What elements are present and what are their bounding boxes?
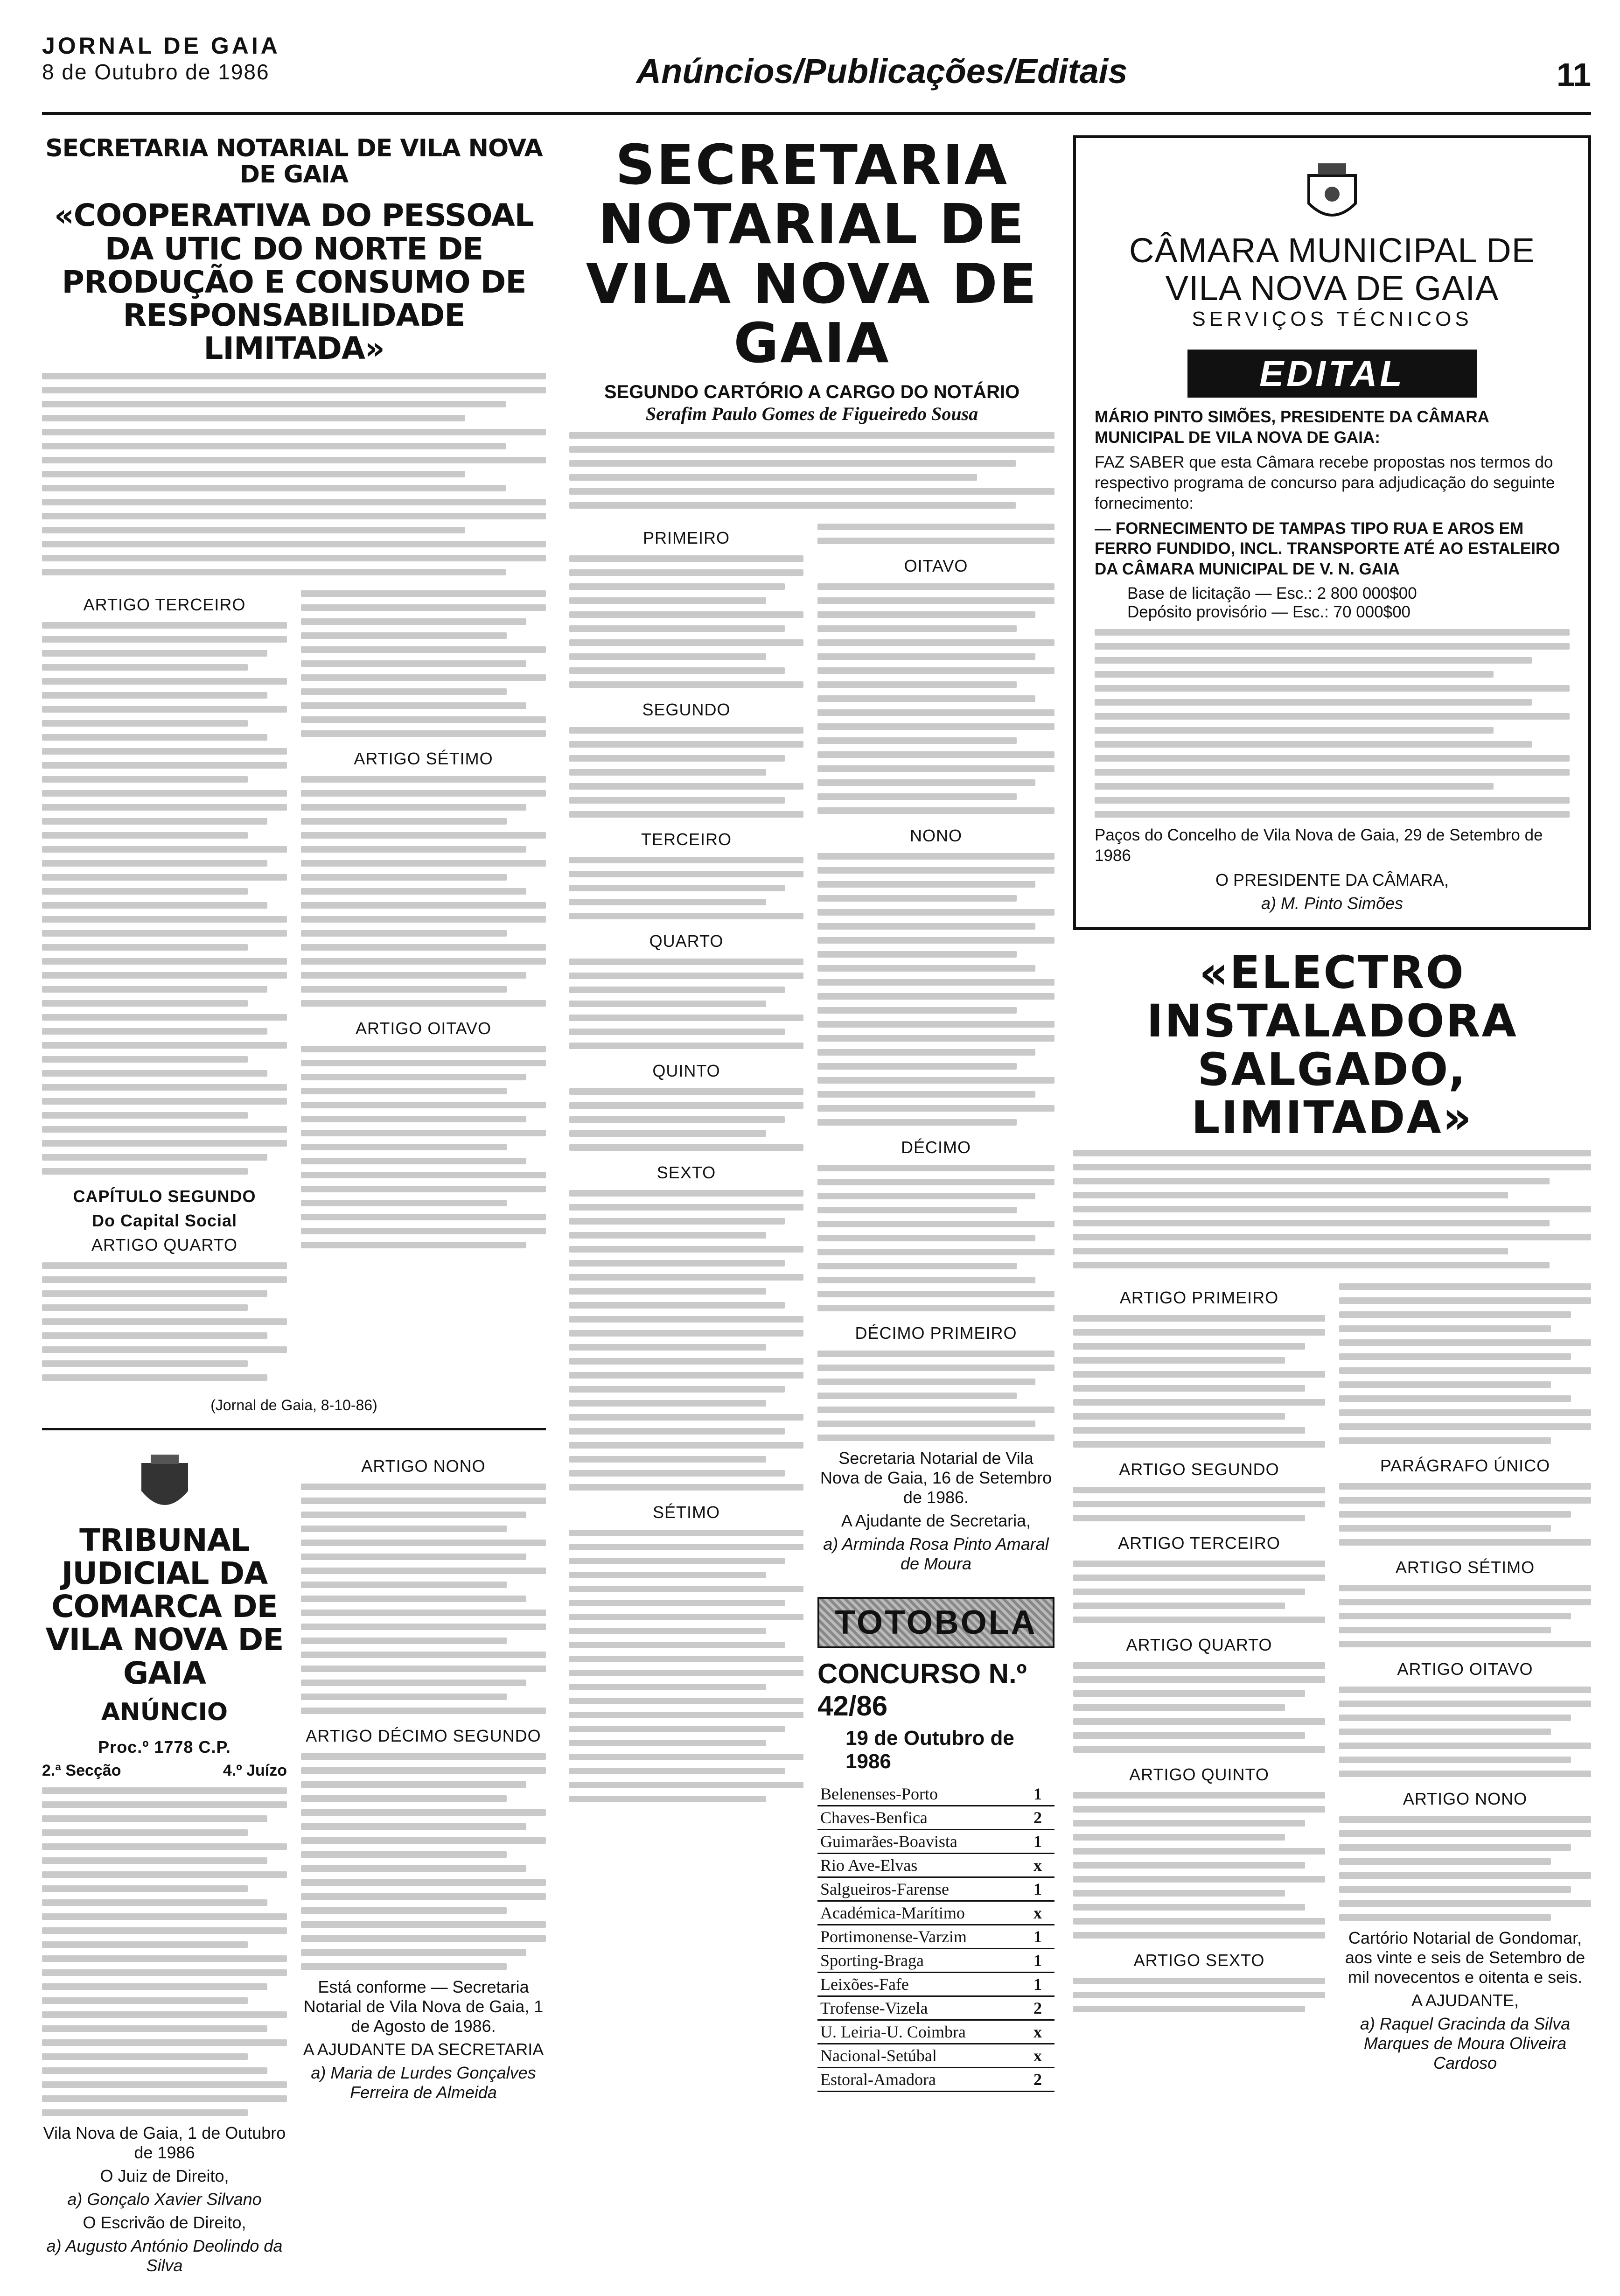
match-name: Chaves-Benfica [817, 1806, 1021, 1829]
article-heading: TERCEIRO [641, 829, 732, 849]
electro-articles [1073, 1276, 1591, 2073]
article-heading: PARÁGRAFO ÚNICO [1380, 1456, 1550, 1475]
body-text [569, 857, 803, 919]
match-name: Nacional-Setúbal [817, 2044, 1021, 2067]
body-text [817, 853, 1054, 1126]
body-text [1073, 1487, 1325, 1521]
article-heading: ARTIGO DÉCIMO SEGUNDO [306, 1726, 541, 1745]
announcement-heading: ANÚNCIO [101, 1698, 228, 1726]
match-name: Portimonense-Varzim [817, 1925, 1021, 1948]
body-text [1073, 1978, 1325, 2012]
process-number: Proc.º 1778 C.P. [98, 1737, 231, 1757]
result-row [817, 1806, 1054, 1829]
body-text [817, 1351, 1054, 1441]
court-date: Vila Nova de Gaia, 1 de Outubro de 1986 [43, 2123, 286, 2163]
nortec-sign-place: Secretaria Notarial de Vila Nova de Gaia, 16 de Setembro de 1986. [820, 1448, 1052, 1507]
match-name: Salgueiros-Farense [817, 1877, 1021, 1901]
result-row [817, 2044, 1054, 2067]
match-result: 1 [1021, 1972, 1054, 1996]
contest-number: CONCURSO N.º 42/86 [817, 1658, 1027, 1722]
electro-signer-role: A AJUDANTE, [1411, 1990, 1519, 2010]
body-text [1339, 1816, 1591, 1921]
electro-sign-place: Cartório Notarial de Gondomar, aos vinte e seis de Setembro de mil novecentos e oitenta e seis. [1345, 1928, 1585, 1987]
result-row [817, 1996, 1054, 2020]
body-text [569, 727, 803, 818]
edital-heading: EDITAL [1187, 350, 1477, 398]
article-heading: ARTIGO OITAVO [1397, 1659, 1533, 1679]
issue-date: 8 de Outubro de 1986 [42, 60, 270, 84]
notary-office-title: SECRETARIA NOTARIAL DE VILA NOVA DE GAIA [586, 133, 1038, 376]
column-right [1073, 135, 1591, 2277]
article-heading: QUINTO [652, 1061, 720, 1080]
notice-date: Paços do Concelho de Vila Nova de Gaia, 29 de Setembro de 1986 [1095, 826, 1543, 865]
body-text [301, 1484, 546, 1714]
article-heading: NONO [910, 826, 962, 845]
cooperative-signer-role: A AJUDANTE DA SECRETARIA [303, 2039, 544, 2059]
municipal-title: CÂMARA MUNICIPAL DE VILA NOVA DE GAIA [1129, 231, 1536, 308]
article-heading: DÉCIMO [901, 1137, 971, 1157]
article-heading: ARTIGO QUARTO [1126, 1635, 1272, 1654]
article-heading: QUARTO [649, 931, 724, 951]
result-row [817, 1783, 1054, 1806]
result-row [817, 1925, 1054, 1948]
match-result: 1 [1021, 1783, 1054, 1806]
article-heading: ARTIGO SÉTIMO [1395, 1557, 1535, 1577]
cooperative-title: «COOPERATIVA DO PESSOAL DA UTIC DO NORTE DE PRODUÇÃO E CONSUMO DE RESPONSABILIDADE LIMITADA» [54, 197, 534, 367]
article-heading: DÉCIMO PRIMEIRO [855, 1323, 1017, 1343]
base-price: Base de licitação — Esc.: 2 800 000$00 [1127, 584, 1417, 602]
chapter-subheading: Do Capital Social [91, 1211, 237, 1230]
match-name: Guimarães-Boavista [817, 1829, 1021, 1853]
result-row [817, 1948, 1054, 1972]
match-name: Rio Ave-Elvas [817, 1853, 1021, 1877]
match-result: 2 [1021, 1806, 1054, 1829]
article-heading: SEGUNDO [642, 700, 731, 719]
notary-subtitle: SEGUNDO CARTÓRIO A CARGO DO NOTÁRIO [604, 381, 1020, 402]
body-text [817, 524, 1054, 544]
president-name: a) M. Pinto Simões [1261, 894, 1404, 913]
masthead-left [42, 33, 280, 85]
match-name: Estoral-Amadora [817, 2067, 1021, 2091]
divider [42, 1428, 546, 1430]
body-text [817, 1165, 1054, 1311]
result-row [817, 1829, 1054, 1853]
match-result: x [1021, 2020, 1054, 2044]
match-name: Sporting-Braga [817, 1948, 1021, 1972]
cooperative-conforme: Está conforme — Secretaria Notarial de Vila Nova de Gaia, 1 de Agosto de 1986. [303, 1977, 544, 2036]
municipal-crest-icon [1304, 161, 1360, 227]
match-name: U. Leiria-U. Coimbra [817, 2020, 1021, 2044]
court-title: TRIBUNAL JUDICIAL DA COMARCA DE VILA NOVA DE GAIA [45, 1522, 284, 1691]
article-heading: PRIMEIRO [642, 528, 730, 547]
body-text [569, 1190, 803, 1491]
body-text [301, 1753, 546, 1970]
article-heading: SÉTIMO [652, 1502, 720, 1522]
judge-role: O Juiz de Direito, [100, 2166, 229, 2186]
section-title: Anúncios/Publicações/Editais [636, 52, 1128, 91]
clerk-name: a) Augusto António Deolindo da Silva [46, 2236, 283, 2275]
body-text [42, 1262, 287, 1381]
body-text [301, 590, 546, 737]
body-text [569, 432, 1054, 509]
body-text [42, 373, 546, 575]
result-row [817, 2020, 1054, 2044]
result-row [817, 1901, 1054, 1925]
match-result: 2 [1021, 1996, 1054, 2020]
president-line: MÁRIO PINTO SIMÕES, PRESIDENTE DA CÂMARA MUNICIPAL DE VILA NOVA DE GAIA: [1095, 407, 1489, 447]
article-heading: ARTIGO SEGUNDO [1119, 1459, 1279, 1479]
column-middle [569, 135, 1054, 2277]
match-result: 1 [1021, 1829, 1054, 1853]
body-text [1073, 1150, 1591, 1268]
faz-saber-text: FAZ SABER que esta Câmara recebe propostas nos termos do respectivo programa de concurso para adjudicação do seguinte fornecimento: [1095, 453, 1555, 512]
match-result: 2 [1021, 2067, 1054, 2091]
column-left [42, 135, 546, 2277]
body-text [1073, 1315, 1325, 1448]
body-text [1073, 1792, 1325, 1939]
article-heading: ARTIGO OITAVO [355, 1018, 492, 1038]
body-text [817, 583, 1054, 814]
newspaper-name: JORNAL DE GAIA [42, 33, 280, 59]
contest-date: 19 de Outubro de 1986 [845, 1726, 1014, 1773]
result-row [817, 2067, 1054, 2091]
body-text [1339, 1483, 1591, 1546]
article-heading: ARTIGO NONO [1403, 1789, 1528, 1808]
article-heading: ARTIGO SÉTIMO [354, 749, 493, 768]
match-name: Leixões-Fafe [817, 1972, 1021, 1996]
body-text [569, 959, 803, 1049]
clerk-role: O Escrivão de Direito, [83, 2213, 246, 2233]
article-heading: ARTIGO SEXTO [1133, 1950, 1265, 1970]
notary-name: Serafim Paulo Gomes de Figueiredo Sousa [645, 403, 978, 424]
match-result: x [1021, 1901, 1054, 1925]
match-name: Belenenses-Porto [817, 1783, 1021, 1806]
nortec-articles [569, 516, 1054, 2092]
president-role: O PRESIDENTE DA CÂMARA, [1215, 870, 1449, 890]
match-result: x [1021, 1853, 1054, 1877]
body-text [42, 1787, 287, 2116]
body-text [301, 776, 546, 1007]
chapter-heading: CAPÍTULO SEGUNDO [73, 1186, 256, 1206]
match-result: 1 [1021, 1877, 1054, 1901]
article-heading: ARTIGO QUINTO [1129, 1764, 1269, 1784]
electro-company-title: «ELECTRO INSTALADORA SALGADO, LIMITADA» [1146, 946, 1518, 1144]
supply-item: — FORNECIMENTO DE TAMPAS TIPO RUA E AROS EM FERRO FUNDIDO, INCL. TRANSPORTE ATÉ AO ESTALEIRO DA CÂMARA MUNICIPAL DE V. N. GAIA [1095, 519, 1560, 579]
cooperative-signer-name: a) Maria de Lurdes Gonçalves Ferreira de Almeida [311, 2063, 536, 2102]
match-name: Académica-Marítimo [817, 1901, 1021, 1925]
body-text [569, 555, 803, 688]
provisional-deposit: Depósito provisório — Esc.: 70 000$00 [1127, 602, 1411, 621]
masthead [42, 19, 1591, 115]
judge-name: a) Gonçalo Xavier Silvano [67, 2190, 262, 2209]
match-result: x [1021, 2044, 1054, 2067]
electro-signer-name: a) Raquel Gracinda da Silva Marques de Moura Oliveira Cardoso [1360, 2014, 1571, 2072]
notary-office-title: SECRETARIA NOTARIAL DE VILA NOVA DE GAIA [45, 134, 543, 189]
article-heading: ARTIGO TERCEIRO [83, 595, 246, 614]
page-number: 11 [1557, 56, 1591, 93]
nortec-signer-name: a) Arminda Rosa Pinto Amaral de Moura [823, 1534, 1049, 1573]
court-section [42, 1762, 287, 1780]
body-text [301, 1046, 546, 1248]
coat-of-arms-icon [137, 1454, 193, 1519]
body-text [1095, 629, 1570, 818]
totobola-logo: TOTOBOLA [817, 1597, 1054, 1648]
publication-reference: (Jornal de Gaia, 8-10-86) [210, 1396, 377, 1414]
lower-left [42, 1444, 546, 2275]
article-heading: ARTIGO NONO [361, 1456, 486, 1476]
body-text [1339, 1687, 1591, 1777]
municipal-subtitle: SERVIÇOS TÉCNICOS [1192, 307, 1473, 330]
nortec-signer-role: A Ajudante de Secretaria, [841, 1511, 1031, 1530]
article-heading: ARTIGO PRIMEIRO [1119, 1288, 1279, 1307]
body-text [1073, 1662, 1325, 1753]
result-row [817, 1877, 1054, 1901]
body-text [1339, 1283, 1591, 1444]
cooperative-articles [42, 583, 546, 1388]
match-result: 1 [1021, 1925, 1054, 1948]
chamber-label: 4.º Juízo [223, 1762, 287, 1780]
article-heading: SEXTO [656, 1162, 716, 1182]
body-text [1339, 1585, 1591, 1647]
body-text [569, 1088, 803, 1151]
totobola-results [817, 1783, 1054, 2092]
section-label: 2.ª Secção [42, 1762, 121, 1780]
article-heading: ARTIGO TERCEIRO [1118, 1533, 1280, 1553]
article-heading: ARTIGO QUARTO [91, 1235, 238, 1254]
match-name: Trofense-Vizela [817, 1996, 1021, 2020]
body-text [42, 622, 287, 1175]
municipal-notice-box [1073, 135, 1591, 930]
body-text [569, 1530, 803, 1802]
article-heading: OITAVO [904, 556, 968, 575]
result-row [817, 1972, 1054, 1996]
match-result: 1 [1021, 1948, 1054, 1972]
result-row [817, 1853, 1054, 1877]
body-text [1073, 1561, 1325, 1623]
